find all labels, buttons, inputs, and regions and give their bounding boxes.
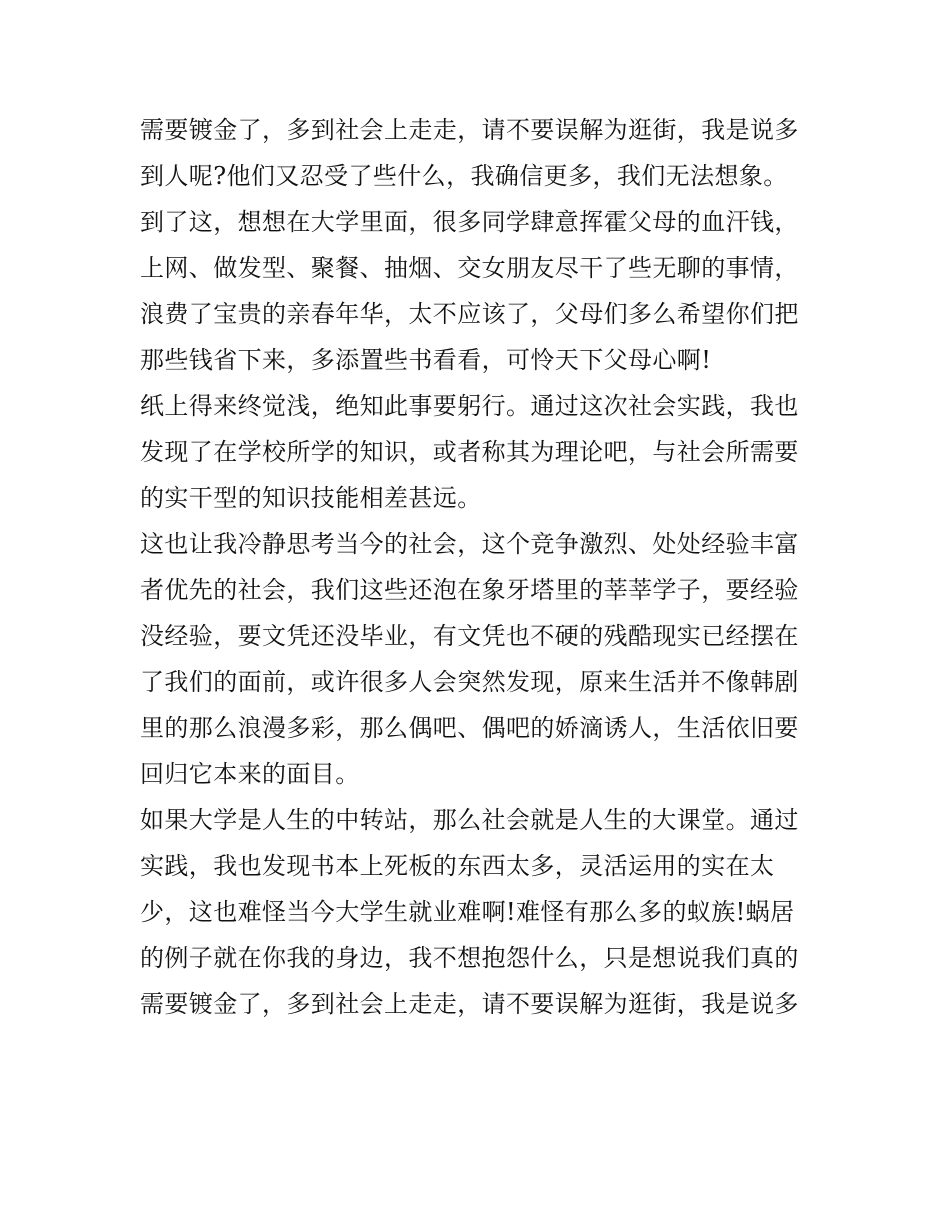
text-line: 者优先的社会，我们这些还泡在象牙塔里的莘莘学子，要经验 [140, 576, 799, 604]
text-line: 回归它本来的面目。 [140, 760, 360, 788]
text-line: 了我们的面前，或许很多人会突然发现，原来生活并不像韩剧 [140, 668, 799, 696]
text-line: 的实干型的知识技能相差甚远。 [140, 484, 482, 512]
document-page [140, 107, 820, 1027]
text-line: 需要镀金了，多到社会上走走，请不要误解为逛街，我是说多 [140, 990, 799, 1018]
text-line: 里的那么浪漫多彩，那么偶吧、偶吧的娇滴诱人，生活依旧要 [140, 714, 799, 742]
text-line: 实践，我也发现书本上死板的东西太多，灵活运用的实在太 [140, 852, 775, 880]
text-line: 纸上得来终觉浅，绝知此事要躬行。通过这次社会实践，我也 [140, 392, 799, 420]
text-line: 需要镀金了，多到社会上走走，请不要误解为逛街，我是说多 [140, 116, 799, 144]
text-line: 这也让我冷静思考当今的社会，这个竞争激烈、处处经验丰富 [140, 530, 799, 558]
text-line: 那些钱省下来，多添置些书看看，可怜天下父母心啊! [140, 346, 712, 374]
text-line: 上网、做发型、聚餐、抽烟、交女朋友尽干了些无聊的事情， [140, 254, 799, 282]
text-line: 少，这也难怪当今大学生就业难啊!难怪有那么多的蚁族!蜗居 [140, 898, 795, 926]
text-line: 的例子就在你我的身边，我不想抱怨什么，只是想说我们真的 [140, 944, 799, 972]
text-line: 到人呢?他们又忍受了些什么，我确信更多，我们无法想象。 [140, 162, 788, 190]
text-line: 发现了在学校所学的知识，或者称其为理论吧，与社会所需要 [140, 438, 799, 466]
text-line: 没经验，要文凭还没毕业，有文凭也不硬的残酷现实已经摆在 [140, 622, 799, 650]
text-line: 浪费了宝贵的亲春年华，太不应该了，父母们多么希望你们把 [140, 300, 799, 328]
text-line: 如果大学是人生的中转站，那么社会就是人生的大课堂。通过 [140, 806, 799, 834]
text-line: 到了这，想想在大学里面，很多同学肆意挥霍父母的血汗钱， [140, 208, 799, 236]
